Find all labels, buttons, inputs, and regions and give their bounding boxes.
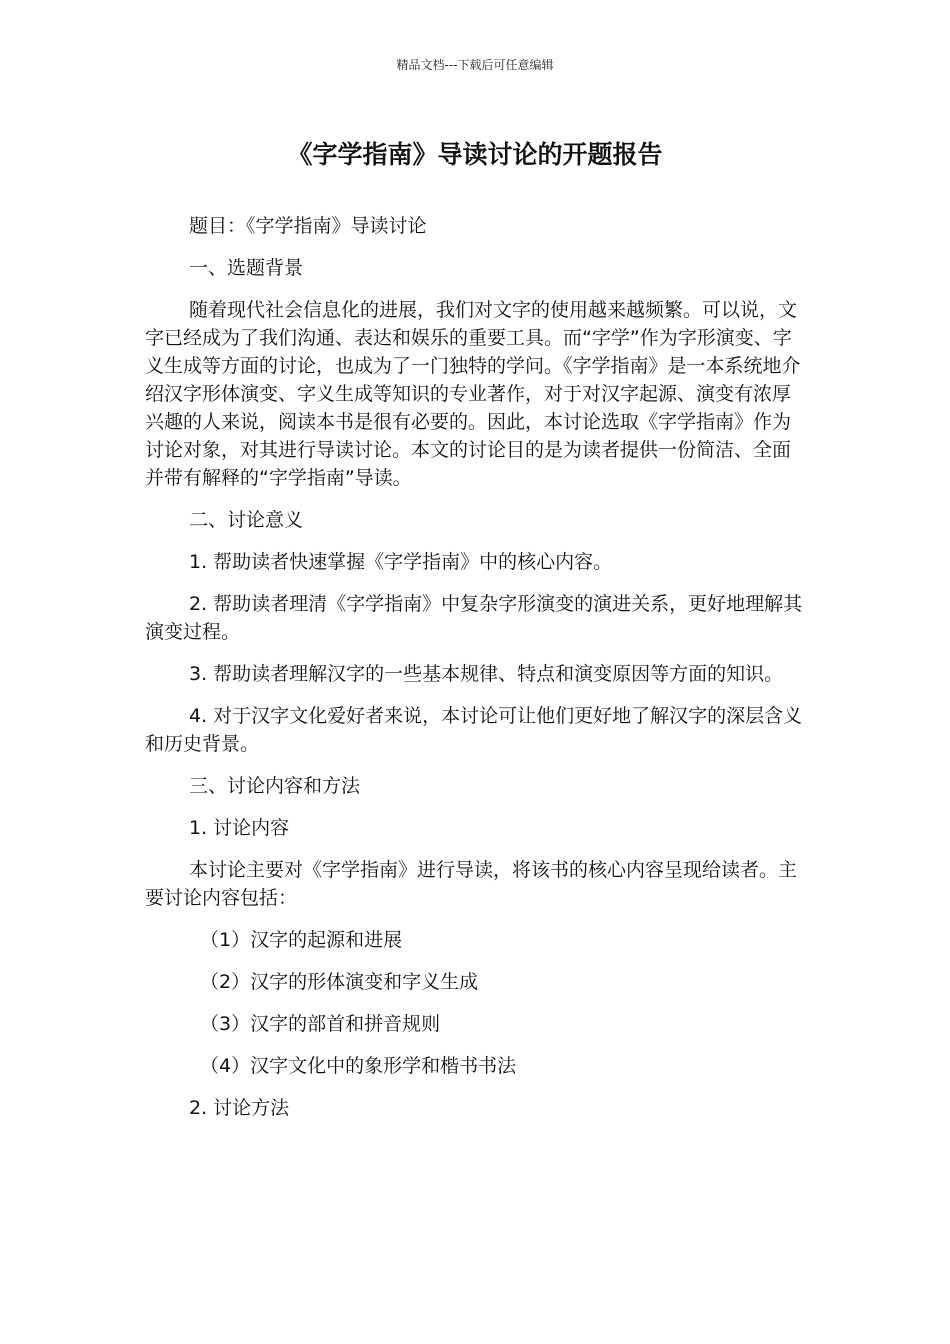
significance-item-2: 2. 帮助读者理清《字学指南》中复杂字形演变的演进关系，更好地理解其演变过程。 xyxy=(145,593,803,643)
significance-item-1: 1. 帮助读者快速掌握《字学指南》中的核心内容。 xyxy=(189,551,613,573)
subheading-method: 2. 讨论方法 xyxy=(189,1097,290,1119)
section-heading-content-method: 三、讨论内容和方法 xyxy=(189,775,361,797)
page-header: 精品文档---下载后可任意编辑 xyxy=(396,58,554,72)
content-list-item-3: （3）汉字的部首和拼音规则 xyxy=(200,1013,441,1035)
significance-item-3: 3. 帮助读者理解汉字的一些基本规律、特点和演变原因等方面的知识。 xyxy=(189,663,784,685)
content-list-item-1: （1）汉字的起源和进展 xyxy=(200,929,403,951)
content-list-item-2: （2）汉字的形体演变和字义生成 xyxy=(200,971,479,993)
background-paragraph: 随着现代社会信息化的进展，我们对文字的使用越来越频繁。可以说，文字已经成为了我们沟通、表达和娱乐的重要工具。而“字学”作为字形演变、字义生成等方面的讨论，也成为了一门独特的学问。《字学指南》是一本系统地介绍汉字形体演变、字义生成等知识的专业著作，对于对汉字起源、演变有浓厚兴趣的人来说，阅读本书是很有必要的。因此，本讨论选取《字学指南》作为讨论对象，对其进行导读讨论。本文的讨论目的是为读者提供一份简洁、全面并带有解释的“字学指南”导读。 xyxy=(145,299,801,489)
document-title: 《字学指南》导读讨论的开题报告 xyxy=(287,140,663,169)
section-heading-background: 一、选题背景 xyxy=(189,257,304,279)
significance-item-4: 4. 对于汉字文化爱好者来说，本讨论可让他们更好地了解汉字的深层含义和历史背景。 xyxy=(145,705,803,755)
document-body xyxy=(145,212,805,1136)
topic-line: 题目：《字学指南》导读讨论 xyxy=(189,215,427,237)
section-heading-significance: 二、讨论意义 xyxy=(189,509,304,531)
content-intro-paragraph: 本讨论主要对《字学指南》进行导读，将该书的核心内容呈现给读者。主要讨论内容包括： xyxy=(145,859,798,909)
content-list-item-4: （4）汉字文化中的象形学和楷书书法 xyxy=(200,1055,517,1077)
subheading-content: 1. 讨论内容 xyxy=(189,817,290,839)
